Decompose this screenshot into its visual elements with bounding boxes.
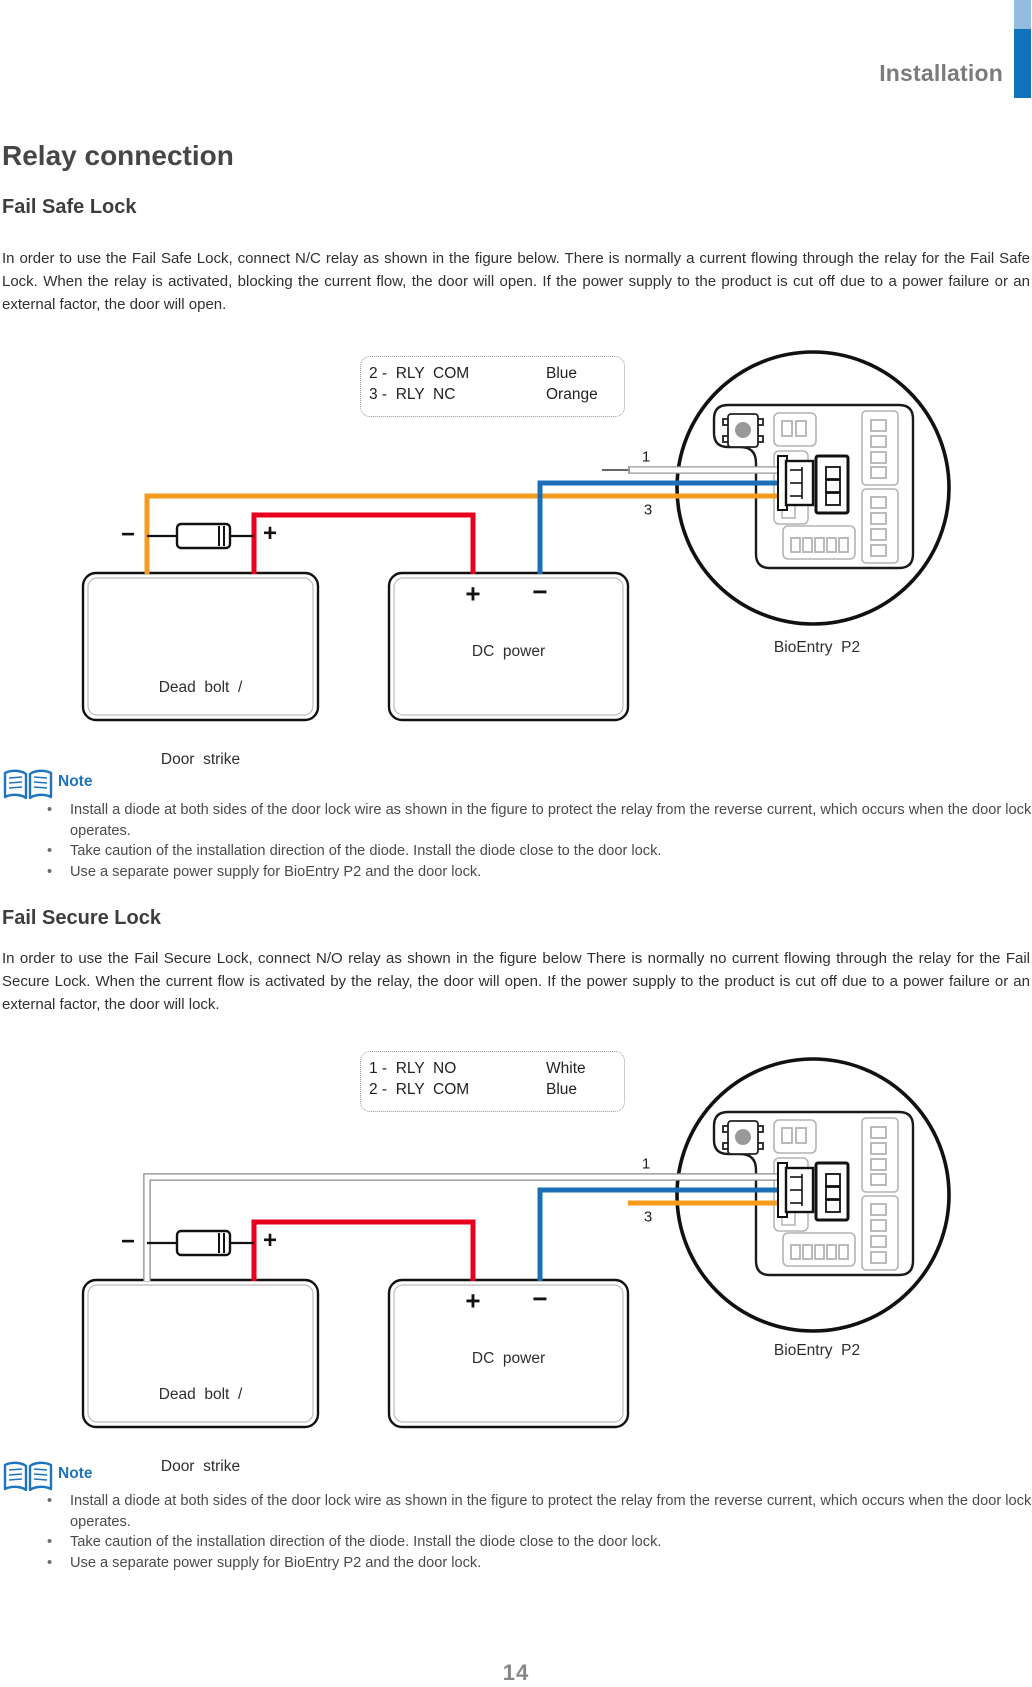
legend-color: Orange xyxy=(546,386,598,403)
note-book-icon xyxy=(3,1461,53,1494)
page-title: Relay connection xyxy=(2,140,234,171)
lock-box-label: Dead bolt / Door strike xyxy=(158,679,243,768)
note-bullet-list xyxy=(40,800,1032,882)
legend-color: Blue xyxy=(546,365,578,382)
note-book-icon xyxy=(3,769,53,802)
legend-box xyxy=(360,1051,625,1112)
fail-secure-paragraph: In order to use the Fail Secure Lock, connect N/O relay as shown in the figure below There is normally no current flowing through the relay for the Fail Secure Lock. When the current flow is activated by the relay, the door will open. If the power supply to the product is cut off due to a power failure or an external factor, the door will lock. xyxy=(2,950,1030,1013)
accent-bar-light xyxy=(1014,0,1031,29)
dc-minus-sign: − xyxy=(532,1283,548,1314)
legend-pin: 2 - RLY COM xyxy=(369,1081,470,1098)
device-label: BioEntry P2 xyxy=(773,1342,861,1359)
legend-color: White xyxy=(546,1060,586,1077)
legend-pin: 1 - RLY NO xyxy=(369,1060,457,1077)
diode-minus-sign: − xyxy=(120,1228,136,1255)
wire-label-3: 3 xyxy=(643,501,653,519)
note-bullet-list xyxy=(40,1491,1032,1573)
red-wire xyxy=(254,1222,473,1281)
wire-label-1: 1 xyxy=(641,448,651,466)
note-title: Note xyxy=(58,1465,93,1482)
legend-pin: 3 - RLY NC xyxy=(369,386,456,403)
note-bullet: • Take caution of the installation direction of the diode. Install the diode close to the door lock. xyxy=(40,1532,1032,1553)
dc-power-label: DC power xyxy=(471,643,546,660)
diode-minus-sign: − xyxy=(120,521,136,548)
fail-safe-paragraph: In order to use the Fail Safe Lock, connect N/C relay as shown in the figure below. There is normally a current flowing through the relay for the Fail Safe Lock. When the relay is activated, blocking the current flow, the door will open. If the power supply to the product is cut off due to a power failure or an external factor, the door will open. xyxy=(2,250,1030,313)
wire-label-3: 3 xyxy=(643,1208,653,1226)
diode-plus-sign: + xyxy=(262,1227,278,1254)
legend-pin: 2 - RLY COM xyxy=(369,365,470,382)
legend-box xyxy=(360,356,625,417)
lock-box-label: Dead bolt / Door strike xyxy=(158,1386,243,1475)
accent-bar-dark xyxy=(1014,29,1031,98)
page-number: 14 xyxy=(502,1660,530,1685)
dc-minus-sign: − xyxy=(532,576,548,607)
note-bullet: • Take caution of the installation direction of the diode. Install the diode close to the door lock. xyxy=(40,841,1032,862)
note-bullet: • Install a diode at both sides of the door lock wire as shown in the figure to protect the relay from the reverse current, which occurs when the door lock operates. xyxy=(40,1491,1032,1532)
section-header: Installation xyxy=(879,60,1003,86)
legend-row xyxy=(369,1081,624,1102)
note-bullet: • Use a separate power supply for BioEntry P2 and the door lock. xyxy=(40,862,1032,883)
heading-fail-secure: Fail Secure Lock xyxy=(2,907,161,929)
note-title: Note xyxy=(58,773,93,790)
dc-power-label: DC power xyxy=(471,1350,546,1367)
red-wire xyxy=(254,515,473,574)
legend-color: Blue xyxy=(546,1081,578,1098)
legend-row xyxy=(369,365,624,386)
dc-plus-sign: + xyxy=(465,578,481,609)
diode-plus-sign: + xyxy=(262,520,278,547)
note-bullet: • Use a separate power supply for BioEntry P2 and the door lock. xyxy=(40,1553,1032,1574)
dc-plus-sign: + xyxy=(465,1285,481,1316)
device-label: BioEntry P2 xyxy=(773,639,861,656)
note-bullet: • Install a diode at both sides of the door lock wire as shown in the figure to protect the relay from the reverse current, which occurs when the door lock operates. xyxy=(40,800,1032,841)
legend-row xyxy=(369,1060,624,1081)
legend-row xyxy=(369,386,624,407)
wire-label-1: 1 xyxy=(641,1155,651,1173)
heading-fail-safe: Fail Safe Lock xyxy=(2,196,137,218)
